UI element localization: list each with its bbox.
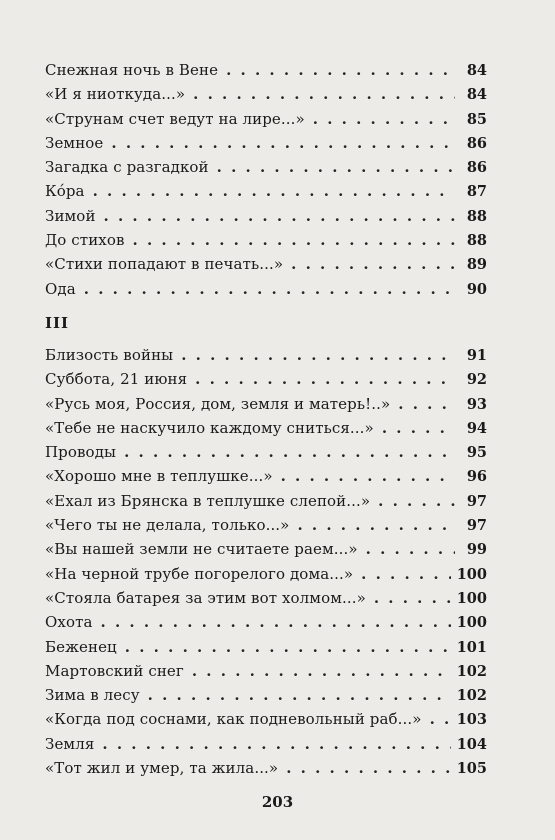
entry-page: 85	[466, 110, 487, 128]
toc-entry	[45, 683, 487, 707]
entry-page: 105	[456, 760, 487, 778]
toc-entry	[45, 82, 487, 106]
dot-leader	[382, 416, 455, 440]
dot-leader	[313, 107, 455, 131]
dot-leader	[192, 659, 451, 683]
entry-page: 88	[466, 232, 487, 250]
entry-title: «Стояла батарея за этим вот холмом...»	[45, 588, 366, 607]
page-number: 203	[261, 793, 294, 811]
toc-entry	[45, 367, 487, 391]
entry-title: Ода	[45, 279, 76, 298]
dot-leader	[226, 58, 455, 82]
entry-title: «Струнам счет ведут на лире...»	[45, 109, 305, 128]
entry-page: 86	[466, 134, 487, 152]
toc-entry	[45, 562, 487, 586]
toc-entry	[45, 204, 487, 228]
toc-entry	[45, 107, 487, 131]
toc-entry	[45, 277, 487, 301]
dot-leader	[104, 204, 455, 228]
dot-leader	[195, 367, 455, 391]
toc-entry	[45, 58, 487, 82]
dot-leader	[361, 562, 451, 586]
toc-entry	[45, 343, 487, 367]
entry-title: Земля	[45, 734, 95, 753]
toc-entry	[45, 392, 487, 416]
toc-entry	[45, 179, 487, 203]
entry-page: 102	[456, 662, 487, 680]
entry-title: Зимой	[45, 206, 96, 225]
entry-page: 88	[466, 207, 487, 225]
entry-title: Беженец	[45, 637, 117, 656]
dot-leader	[84, 277, 455, 301]
entry-title: Охота	[45, 613, 93, 632]
entry-title: «Русь моя, Россия, дом, земля и матерь!..»	[45, 394, 391, 413]
entry-page: 84	[466, 62, 487, 79]
dot-leader	[217, 155, 455, 179]
toc-entry	[45, 610, 487, 634]
toc-entry	[45, 586, 487, 610]
entry-title: Кóра	[45, 182, 85, 201]
toc-entry	[45, 228, 487, 252]
entry-page: 103	[456, 711, 487, 729]
entry-page: 91	[466, 347, 487, 364]
entry-title: «Ехал из Брянска в теплушке слепой...»	[45, 491, 371, 510]
entry-title: Снежная ночь в Вене	[45, 61, 219, 79]
dot-leader	[398, 392, 455, 416]
entry-page: 90	[466, 280, 487, 298]
entry-page: 100	[456, 589, 487, 607]
dot-leader	[111, 131, 455, 155]
entry-page: 99	[466, 541, 487, 559]
entry-page: 93	[466, 395, 487, 413]
toc-entry	[45, 489, 487, 513]
entry-title: «Вы нашей земли не считаете раем...»	[45, 540, 358, 559]
entry-title: Загадка с разгадкой	[45, 158, 209, 177]
dot-leader	[193, 82, 455, 106]
dot-leader	[291, 252, 455, 276]
section-heading: III	[45, 314, 70, 332]
entry-title: «Стихи попадают в печать...»	[45, 255, 284, 274]
entry-page: 100	[456, 565, 487, 583]
dot-leader	[101, 610, 451, 634]
entry-title: Близость войны	[45, 346, 174, 364]
toc-entry	[45, 513, 487, 537]
entry-page: 89	[466, 256, 487, 274]
entry-page: 95	[466, 444, 487, 462]
dot-leader	[102, 732, 450, 756]
entry-page: 84	[466, 86, 487, 104]
dot-leader	[133, 228, 455, 252]
entry-title: До стихов	[45, 231, 125, 250]
entry-page: 87	[466, 183, 487, 201]
dot-leader	[286, 756, 451, 780]
entry-page: 100	[456, 614, 487, 632]
entry-title: «И я ниоткуда...»	[45, 85, 186, 104]
entry-title: Зима в лесу	[45, 686, 140, 705]
toc-entry	[45, 440, 487, 464]
toc-entry	[45, 131, 487, 155]
entry-title: «Тот жил и умер, та жила...»	[45, 759, 279, 778]
entry-page: 101	[456, 638, 487, 656]
entry-page: 97	[466, 517, 487, 535]
entry-title: Земное	[45, 133, 104, 152]
entry-title: «Чего ты не делала, только...»	[45, 516, 290, 535]
entry-page: 96	[466, 468, 487, 486]
toc-entry	[45, 756, 487, 780]
entry-title: «Когда под соснами, как подневольный раб...»	[45, 710, 422, 729]
entry-page: 102	[456, 687, 487, 705]
dot-leader	[281, 464, 455, 488]
toc-entry	[45, 252, 487, 276]
toc-entry	[45, 707, 487, 731]
entry-page: 104	[456, 735, 487, 753]
entry-page: 94	[466, 419, 487, 437]
entry-title: «На черной трубе погорелого дома...»	[45, 564, 354, 583]
dot-leader	[124, 440, 455, 464]
dot-leader	[148, 683, 451, 707]
dot-leader	[366, 537, 455, 561]
dot-leader	[378, 489, 455, 513]
entry-title: «Хорошо мне в теплушке...»	[45, 467, 273, 486]
entry-page: 92	[466, 371, 487, 389]
entry-page: 97	[466, 492, 487, 510]
entry-page: 86	[466, 159, 487, 177]
toc-entry	[45, 659, 487, 683]
toc-entry	[45, 464, 487, 488]
entry-title: Мартовский снег	[45, 661, 184, 680]
dot-leader	[93, 179, 455, 203]
dot-leader	[181, 343, 455, 367]
toc-entry	[45, 416, 487, 440]
dot-leader	[297, 513, 455, 537]
dot-leader	[125, 635, 451, 659]
toc-section-continued	[45, 58, 487, 301]
dot-leader	[430, 707, 451, 731]
entry-title: Проводы	[45, 443, 117, 462]
toc-entry	[45, 635, 487, 659]
toc-entry	[45, 732, 487, 756]
toc-entry	[45, 537, 487, 561]
toc-entry	[45, 155, 487, 179]
toc-section-three	[45, 343, 487, 780]
entry-title: Суббота, 21 июня	[45, 370, 188, 389]
dot-leader	[374, 586, 451, 610]
entry-title: «Тебе не наскучило каждому сниться...»	[45, 418, 374, 437]
